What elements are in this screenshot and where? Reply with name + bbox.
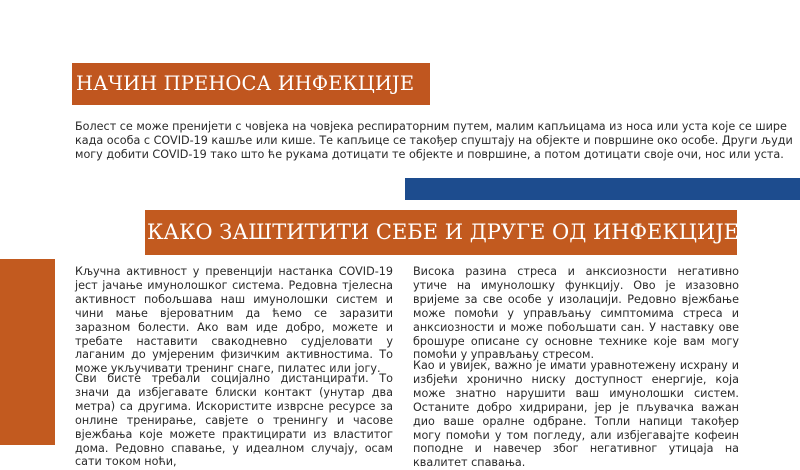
left-column-paragraph: Сви бисте требали социјално дистанцирати. То значи да избјегавате блиски контакт (унутар два метра) са другима. Искористите изврсне ресурсе за онлине тренирање, савјете о тренингу и часове вјежбања које можете практицирати из властитог дома. Редовно спавање, у идеалном случају, осам сати током ноћи,	[75, 372, 393, 469]
section-heading-protection: КАКО ЗАШТИТИТИ СЕБЕ И ДРУГЕ ОД ИНФЕКЦИЈЕ?	[145, 210, 737, 255]
section-heading-transmission: НАЧИН ПРЕНОСА ИНФЕКЦИЈЕ	[72, 63, 430, 105]
right-column-paragraph: Висока разина стреса и анксиозности негативно утиче на имунолошку функцију. Ово је изазовно вријеме за све особе у изолацији. Редовно вјежбање може помоћи у управљању симптомима стреса и анксиозности и може побољшати сан. У наставку ове брошуре описане су основне технике које вам могу помоћи у управљању стресом.	[413, 265, 739, 362]
blue-decorative-bar	[405, 178, 800, 200]
right-column-paragraph: Као и увијек, важно је имати уравнотежену исхрану и избјећи хронично ниску доступност енергије, која може знатно нарушити ваш имунолошки систем. Останите добро хидрирани, јер је пљувачка важан дио ваше оралне одбране. Топли напици такођер могу помоћи у том погледу, али избјегавајте кофеин поподне и навечер због негативног утицаја на квалитет спавања.	[413, 359, 739, 470]
left-column-paragraph: Кључна активност у превенцији настанка COVID-19 јест јачање имунолошког система. Редовна тјелесна активност побољшава наш имунолошки систем и чини мање вјероватним да ћемо се заразити заразном болести. Ако вам иде добро, можете и требате наставити свакодневно судјеловати у лаганим до умјереним физичким активностима. То може укључивати тренинг снаге, пилатес или јогу.	[75, 265, 393, 376]
orange-decorative-bar	[0, 259, 55, 445]
transmission-paragraph: Болест се може пренијети с човјека на човјека респираторним путем, малим капљицама из носа или уста које се шире када особа с COVID-19 кашље или кише. Те капљице се такођер спуштају на објекте и површине око особе. Други људи могу добити COVID-19 тако што ће рукама дотицати те објекте и површине, а потом дотицати своје очи, нос или уста.	[75, 120, 793, 161]
